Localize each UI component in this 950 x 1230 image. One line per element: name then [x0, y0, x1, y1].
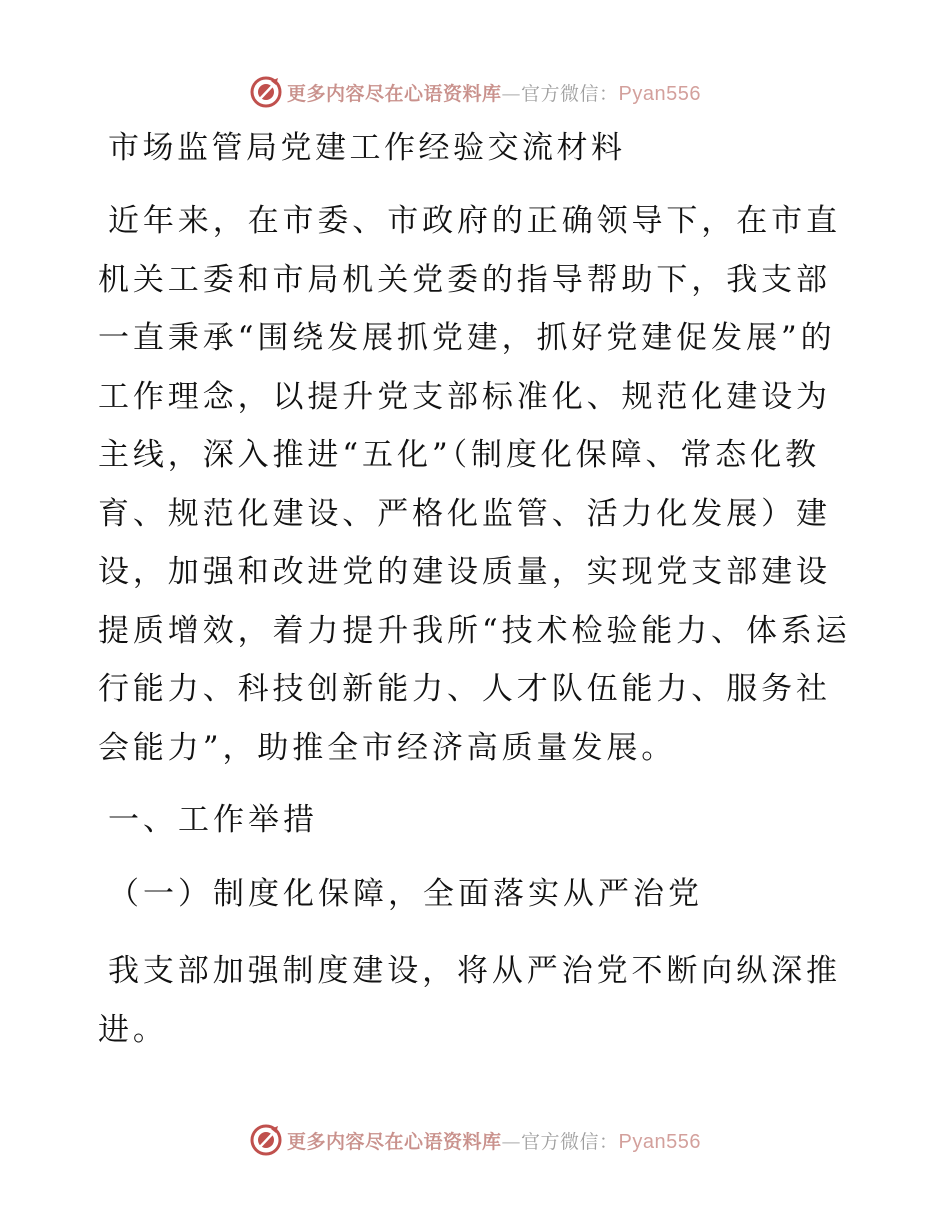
- document-title: 市场监管局党建工作经验交流材料: [108, 130, 626, 166]
- banner-dash: —: [501, 1130, 522, 1153]
- banner-content: [249, 1123, 701, 1157]
- banner-contact-label: 官方微信：: [521, 1130, 619, 1153]
- pen-seal-icon: [249, 75, 283, 109]
- pen-seal-icon: [249, 1123, 283, 1157]
- banner-brand: 更多内容尽在心语资料库: [287, 82, 502, 105]
- banner-content: [249, 75, 701, 109]
- banner-brand: 更多内容尽在心语资料库: [287, 1130, 502, 1153]
- paragraph-intro: 近年来，在市委、市政府的正确领导下，在市直机关工委和市局机关党委的指导帮助下，我支部一直秉承“围绕发展抓党建，抓好党建促发展”的工作理念，以提升党支部标准化、规范化建设为主线，深入推进“五化”（制度化保障、常态化教育、规范化建设、严格化监管、活力化发展）建设，加强和改进党的建设质量，实现党支部建设提质增效，着力提升我所“技术检验能力、体系运行能力、科技创新能力、人才队伍能力、服务社会能力”，助推全市经济高质量发展。: [98, 203, 851, 766]
- subsection-heading: （一）制度化保障，全面落实从严治党: [108, 876, 703, 912]
- banner-dash: —: [501, 82, 522, 105]
- banner-wechat-id: Pyan556: [618, 82, 701, 105]
- banner-wechat-id: Pyan556: [618, 1130, 701, 1153]
- footer-watermark-banner: [0, 1120, 950, 1160]
- section-heading: 一、工作举措: [108, 802, 318, 838]
- banner-contact-label: 官方微信：: [521, 82, 619, 105]
- header-watermark-banner: [0, 72, 950, 112]
- banner-text: [287, 79, 701, 106]
- banner-text: [287, 1127, 701, 1154]
- paragraph-body: 我支部加强制度建设，将从严治党不断向纵深推进。: [98, 953, 841, 1048]
